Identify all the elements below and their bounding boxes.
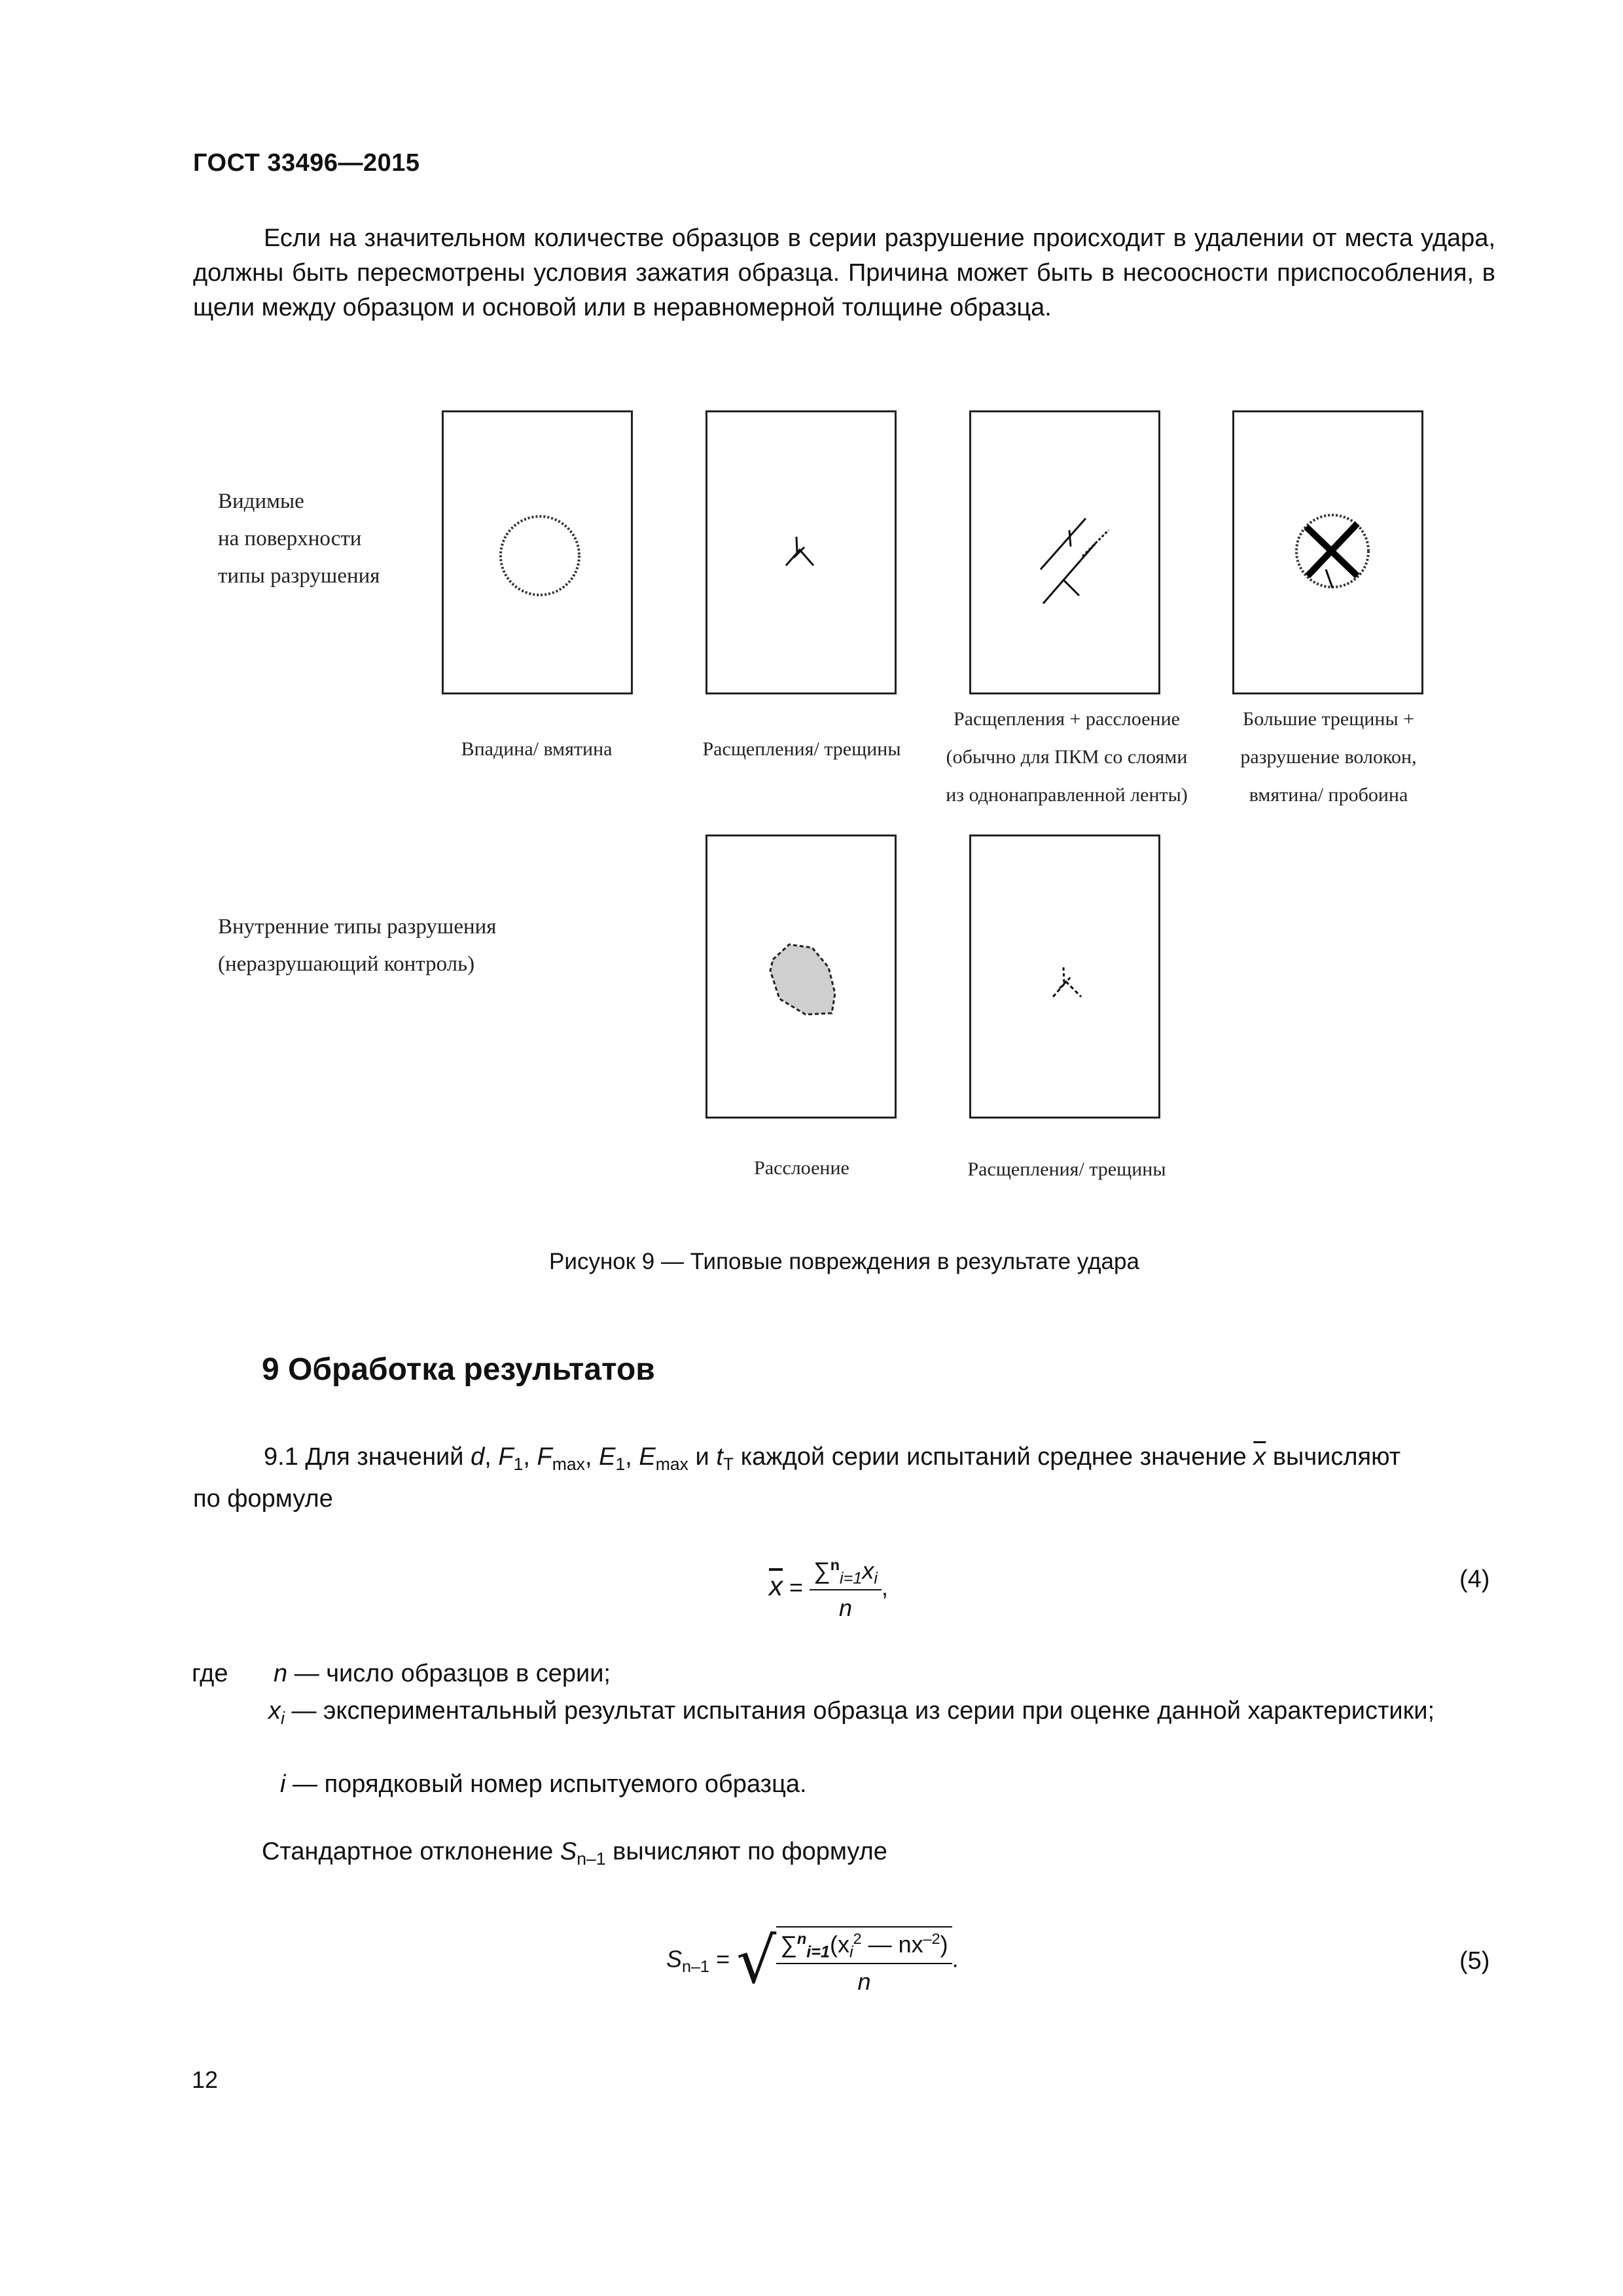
where-word: где	[192, 1660, 228, 1687]
p91-prefix: 9.1 Для значений	[264, 1443, 464, 1471]
where-text: — число образцов в серии;	[294, 1660, 611, 1687]
row2-label-line: (неразрушающий контроль)	[218, 952, 475, 976]
formula5-numerator	[776, 1930, 952, 1964]
equation-number-5: (5)	[1459, 1947, 1490, 1975]
figure-caption: Рисунок 9 — Типовые повреждения в результате удара	[549, 1249, 1139, 1274]
figure-row1-label	[218, 483, 380, 595]
caption-line: из однонаправленной ленты)	[946, 784, 1188, 806]
where-sym-xi: x	[268, 1697, 281, 1725]
where-sym-n: n	[274, 1660, 288, 1687]
formula4-term-sub: i	[874, 1569, 878, 1588]
sum-sup: n	[796, 1929, 807, 1947]
formula4-denominator: n	[838, 1594, 853, 1622]
std-text-before: Стандартное отклонение	[262, 1838, 554, 1865]
std-dev-sentence	[262, 1836, 887, 1874]
where-item	[274, 1658, 1497, 1689]
caption-line: (обычно для ПКМ со слоями	[946, 746, 1188, 768]
formula5-num-rest-sup: –2	[923, 1929, 940, 1947]
symbol-d: d	[471, 1443, 485, 1471]
where-sym-i: i	[280, 1770, 286, 1798]
section-heading: 9 Обработка результатов	[262, 1352, 655, 1387]
where-text: — порядковый номер испытуемого образца.	[293, 1770, 807, 1798]
p91-middle: каждой серии испытаний среднее значение	[740, 1443, 1247, 1471]
formula4-numerator	[810, 1556, 882, 1590]
std-symbol-sub: n–1	[577, 1848, 606, 1869]
formula4-lhs: $\overline{x}$	[769, 1570, 783, 1602]
sum-sign: ∑	[780, 1930, 797, 1958]
symbol-t: t	[716, 1443, 723, 1471]
big-cracks-box	[1232, 410, 1423, 694]
row1-label-line: типы разрушения	[218, 564, 380, 588]
splits-delamination-box	[969, 410, 1160, 694]
dent-diagram	[444, 412, 635, 696]
where-text: — экспериментальный результат испытания образца из серии при оценке данной характеристики;	[291, 1697, 1435, 1725]
formula5-fraction	[776, 1926, 952, 1996]
caption-delamination: Расслоение	[754, 1157, 849, 1179]
caption-line: Расщепления + расслоение	[954, 708, 1180, 730]
dent-specimen-box	[442, 410, 633, 694]
splits-specimen-box	[705, 410, 897, 694]
big-cracks-diagram	[1234, 412, 1425, 696]
formula4-tail: ,	[881, 1573, 888, 1601]
formula5-tail: .	[952, 1945, 959, 1973]
paragraph-9-1: 9.1 Для значений d, $F_1$, $F_{max}$, $E_1$, $E_{max}$ и $t_T$ каждой серии испытаний среднее значение $\overline{x}$ вычисляют по формуле	[193, 1440, 1495, 1516]
sub-1: 1	[615, 1454, 626, 1474]
caption-line: вмятина/ пробоина	[1249, 784, 1408, 806]
document-header: ГОСТ 33496—2015	[193, 149, 420, 177]
splits-diagram	[707, 412, 899, 696]
row1-label-line: на поверхности	[218, 527, 362, 550]
formula5-num-open: (x	[829, 1930, 849, 1958]
formula5-eq: =	[716, 1945, 730, 1973]
sub-T: T	[722, 1454, 734, 1474]
std-text-after: вычисляют по формуле	[613, 1838, 887, 1865]
sum-sub: i=1	[840, 1569, 863, 1588]
where-item	[268, 1695, 1495, 1734]
formula5-num-rest: — nx	[868, 1930, 923, 1958]
formula4-fraction	[810, 1556, 882, 1622]
caption-line: разрушение волокон,	[1240, 746, 1417, 768]
formula5-num-sub: i	[849, 1943, 853, 1962]
internal-splits-box	[969, 834, 1160, 1119]
symbol-xbar: $\overline{x}$	[1253, 1443, 1266, 1471]
splits-delamination-diagram	[971, 412, 1162, 696]
formula-5	[666, 1924, 959, 1996]
formula4-term: x	[862, 1556, 874, 1584]
formula5-denominator: n	[857, 1968, 871, 1996]
std-symbol: S	[560, 1838, 577, 1865]
caption-dent: Впадина/ вмятина	[461, 738, 613, 760]
figure-row2-label	[218, 908, 497, 983]
word-and: и	[695, 1443, 709, 1471]
formula5-lhs-sub: n–1	[682, 1958, 710, 1977]
where-item	[280, 1768, 807, 1800]
formula-4: $\overline{x}$ = $\frac{\sum^n_{i=1}x_i}{n}$ ,	[769, 1556, 888, 1622]
symbol-E: E	[599, 1443, 616, 1471]
sum-sup: n	[830, 1556, 840, 1573]
formula5-lhs: S	[666, 1945, 683, 1973]
page-number: 12	[192, 2066, 219, 2093]
symbol-E: E	[639, 1443, 656, 1471]
formula5-num-sup: 2	[853, 1929, 862, 1947]
equation-number-4: (4)	[1459, 1566, 1490, 1593]
intro-paragraph: Если на значительном количестве образцов в серии разрушение происходит в удалении от места удара, должны быть пересмотрены условия зажатия образца. Причина может быть в несоосности приспособления, в щели между образцом и основой или в неравномерной толщине образца.	[193, 224, 1495, 321]
delamination-box	[705, 834, 897, 1119]
row1-label-line: Видимые	[218, 490, 304, 513]
sqrt-sign: √	[736, 1924, 777, 1998]
sub-max: max	[655, 1454, 688, 1474]
caption-line: Большие трещины +	[1242, 708, 1415, 730]
row2-label-line: Внутренние типы разрушения	[218, 915, 497, 939]
caption-big-cracks	[1217, 700, 1440, 814]
sum-sign: ∑	[813, 1556, 830, 1584]
where-sym-sub: i	[281, 1708, 285, 1728]
sub-1: 1	[513, 1454, 524, 1474]
symbol-F: F	[498, 1443, 514, 1471]
formula5-num-close: )	[940, 1930, 948, 1958]
sub-max: max	[552, 1454, 585, 1474]
symbol-F: F	[537, 1443, 552, 1471]
p91-line2: по формуле	[193, 1484, 333, 1513]
caption-internal-splits: Расщепления/ трещины	[967, 1158, 1166, 1180]
caption-splits: Расщепления/ трещины	[702, 738, 901, 760]
p91-suffix: вычисляют	[1272, 1443, 1401, 1471]
delamination-diagram	[707, 836, 899, 1121]
internal-splits-diagram	[971, 836, 1162, 1121]
sum-sub: i=1	[806, 1943, 830, 1962]
caption-splits-delamination	[929, 700, 1204, 814]
